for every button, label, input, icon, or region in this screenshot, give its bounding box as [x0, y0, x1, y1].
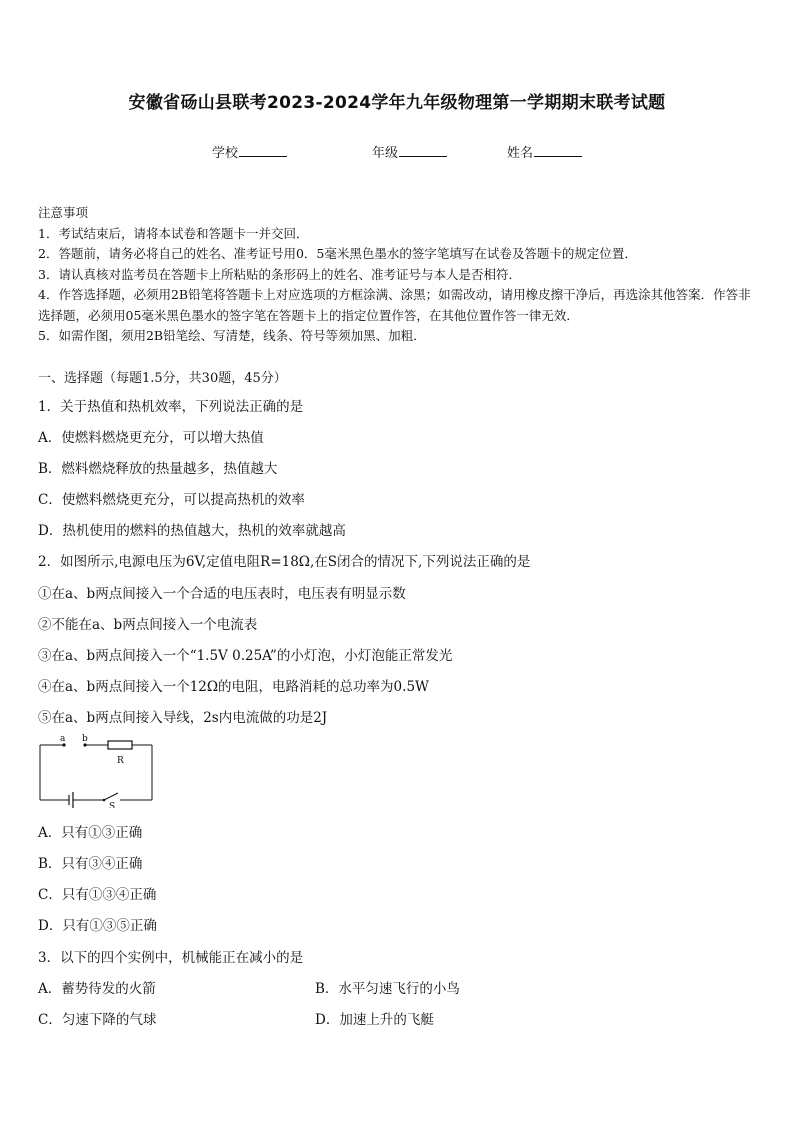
switch-s	[104, 793, 118, 800]
q1-stem: 1．关于热值和热机效率，下列说法正确的是	[38, 399, 304, 415]
notice-block	[38, 203, 760, 347]
resistor-r	[108, 741, 132, 749]
q2-statement-2: ②不能在a、b两点间接入一个电流表	[38, 617, 258, 633]
q3-stem: 3．以下的四个实例中，机械能正在减小的是	[38, 950, 304, 966]
q3-option-b: B．水平匀速飞行的小鸟	[315, 981, 460, 997]
q2-option-d: D．只有①③⑤正确	[38, 918, 157, 934]
name-label: 姓名	[507, 146, 534, 161]
school-blank	[239, 144, 287, 157]
name-blank	[534, 144, 582, 157]
q1-option-a: A．使燃料燃烧更充分，可以增大热值	[38, 430, 264, 446]
section-heading: 一、选择题（每题1.5分，共30题，45分）	[38, 371, 287, 386]
notice-item: 5．如需作图，须用2B铅笔绘、写清楚，线条、符号等须加黑、加粗．	[38, 328, 426, 343]
notice-item: 1．考试结束后，请将本试卷和答题卡一并交回．	[38, 225, 309, 241]
q2-statement-1: ①在a、b两点间接入一个合适的电压表时，电压表有明显示数	[38, 586, 406, 602]
resistor-label: R	[117, 756, 124, 766]
q2-statement-5: ⑤在a、b两点间接入导线，2s内电流做的功是2J	[38, 710, 328, 726]
q2-option-c: C．只有①③④正确	[38, 887, 157, 903]
grade-field	[372, 142, 447, 161]
q1-option-d: D．热机使用的燃料的热值越大，热机的效率就越高	[38, 523, 346, 539]
q1-option-c: C．使燃料燃烧更充分，可以提高热机的效率	[38, 492, 305, 508]
page-title: 安徽省砀山县联考2023-2024学年九年级物理第一学期期末联考试题	[128, 93, 666, 113]
grade-blank	[399, 144, 447, 157]
q2-stem: 2．如图所示,电源电压为6V,定值电阻R=18Ω,在S闭合的情况下,下列说法正确的是	[38, 554, 531, 570]
school-field	[212, 142, 287, 161]
notice-heading: 注意事项	[38, 205, 89, 220]
notice-item: 4．作答选择题，必须用2B铅笔将答题卡上对应选项的方框涂满、涂黑；如需改动，请用橡皮擦干净后，再选涂其他答案．作答非选择题，必须用05毫米黑色墨水的签字笔在答题卡上的指定位置作答，在其他位置作答一律无效．	[38, 287, 751, 323]
terminal-a-label: a	[60, 734, 66, 744]
circuit-diagram	[38, 732, 158, 808]
switch-label: S	[109, 802, 116, 808]
student-info-row	[0, 142, 794, 160]
q3-option-a: A．蓄势待发的火箭	[38, 981, 156, 997]
name-field	[507, 142, 582, 161]
q3-option-c: C．匀速下降的气球	[38, 1012, 157, 1028]
grade-label: 年级	[372, 146, 399, 161]
q2-option-a: A．只有①③正确	[38, 825, 143, 841]
q2-statement-3: ③在a、b两点间接入一个“1.5V 0.25A”的小灯泡，小灯泡能正常发光	[38, 648, 453, 664]
notice-item: 3．请认真核对监考员在答题卡上所粘贴的条形码上的姓名、准考证号与本人是否相符．	[38, 266, 521, 282]
q2-option-b: B．只有③④正确	[38, 856, 143, 872]
school-label: 学校	[212, 146, 239, 161]
q2-statement-4: ④在a、b两点间接入一个12Ω的电阻，电路消耗的总功率为0.5W	[38, 679, 429, 695]
q1-option-b: B．燃料燃烧释放的热量越多，热值越大	[38, 461, 278, 477]
terminal-b-label: b	[82, 734, 88, 744]
q3-option-d: D．加速上升的飞艇	[315, 1012, 434, 1028]
notice-item: 2．答题前，请务必将自己的姓名、准考证号用0．5毫米黑色墨水的签字笔填写在试卷及答题卡的规定位置．	[38, 246, 637, 261]
